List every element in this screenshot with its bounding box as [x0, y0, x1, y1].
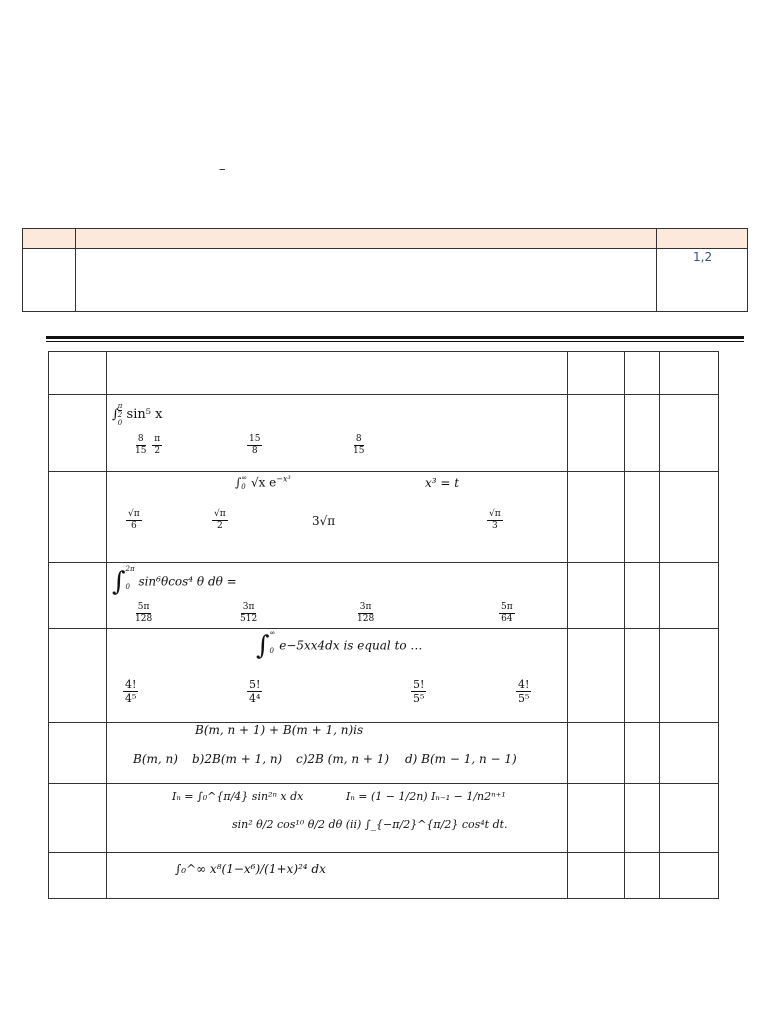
- q1-option-b: $\frac{15}{8}$: [249, 434, 261, 456]
- q2-option-b: $\frac{√\pi}{2}$: [214, 509, 226, 531]
- q3-integral: ∫ 2π 0 sin⁶θcos⁴ θ dθ =: [112, 565, 237, 597]
- q3-option-b: $\frac{3\pi}{512}$: [240, 602, 258, 624]
- q7-integral: ∫₀^∞ x⁸(1−x⁶)/(1+x)²⁴ dx: [175, 862, 326, 876]
- questions-table: [48, 351, 719, 899]
- q5-option-b: b)2B(m + 1, n): [192, 752, 283, 766]
- q2-substitution: x³ = t: [425, 476, 460, 490]
- q1-option-c: $\frac{8}{15}$: [353, 434, 365, 456]
- q1-option-a: $\frac{8}{15}$ $\frac{\pi}{2}$: [135, 434, 161, 456]
- q6-parts: sin² θ/2 cos¹⁰ θ/2 dθ (ii) ∫_{−π/2}^{π/2} cos⁴t dt.: [232, 818, 508, 831]
- q5-statement: B(m, n + 1) + B(m + 1, n)is: [195, 723, 364, 737]
- info-table: [22, 228, 748, 312]
- q2-integral: ∫ ∞ 0 √x $e^{-x^3}$: [235, 474, 291, 491]
- q6-definition: Iₙ = ∫₀^{π/4} sin²ⁿ x dx: [172, 790, 304, 803]
- q5-option-c: c)2B (m, n + 1): [296, 752, 390, 766]
- q2-option-a: $\frac{√\pi}{6}$: [128, 509, 140, 531]
- q4-option-a: $\frac{4!}{\text{4⁵}}$: [125, 678, 137, 705]
- q2-option-c: 3√π: [312, 514, 336, 528]
- info-table-header-row: [23, 229, 747, 249]
- q6-recurrence: Iₙ = (1 − 1/2n) Iₙ₋₁ − 1/n2ⁿ⁺¹: [346, 790, 506, 803]
- q3-option-a: $\frac{5\pi}{128}$: [135, 602, 153, 624]
- header-dash: –: [219, 162, 226, 177]
- q1-integral: ∫ π 2 0 sin⁵ x: [112, 402, 163, 427]
- q4-integral: ∫ ∞ 0 e−5xx4dx is equal to …: [256, 629, 423, 661]
- q4-option-b: $\frac{5!}{\text{4⁴}}$: [249, 678, 261, 705]
- info-table-value: 1,2: [693, 250, 713, 264]
- q5-option-a: B(m, n): [133, 752, 178, 766]
- q3-option-c: $\frac{3\pi}{128}$: [357, 602, 375, 624]
- q4-option-d: $\frac{4!}{\text{5⁵}}$: [518, 678, 530, 705]
- section-divider-thin: [46, 341, 744, 342]
- q4-option-c: $\frac{5!}{\text{5⁵}}$: [413, 678, 425, 705]
- q2-option-d: $\frac{√\pi}{3}$: [489, 509, 501, 531]
- q5-option-d: d) B(m − 1, n − 1): [405, 752, 517, 766]
- q3-option-d: $\frac{5\pi}{64}$: [501, 602, 513, 624]
- section-divider: [46, 336, 744, 339]
